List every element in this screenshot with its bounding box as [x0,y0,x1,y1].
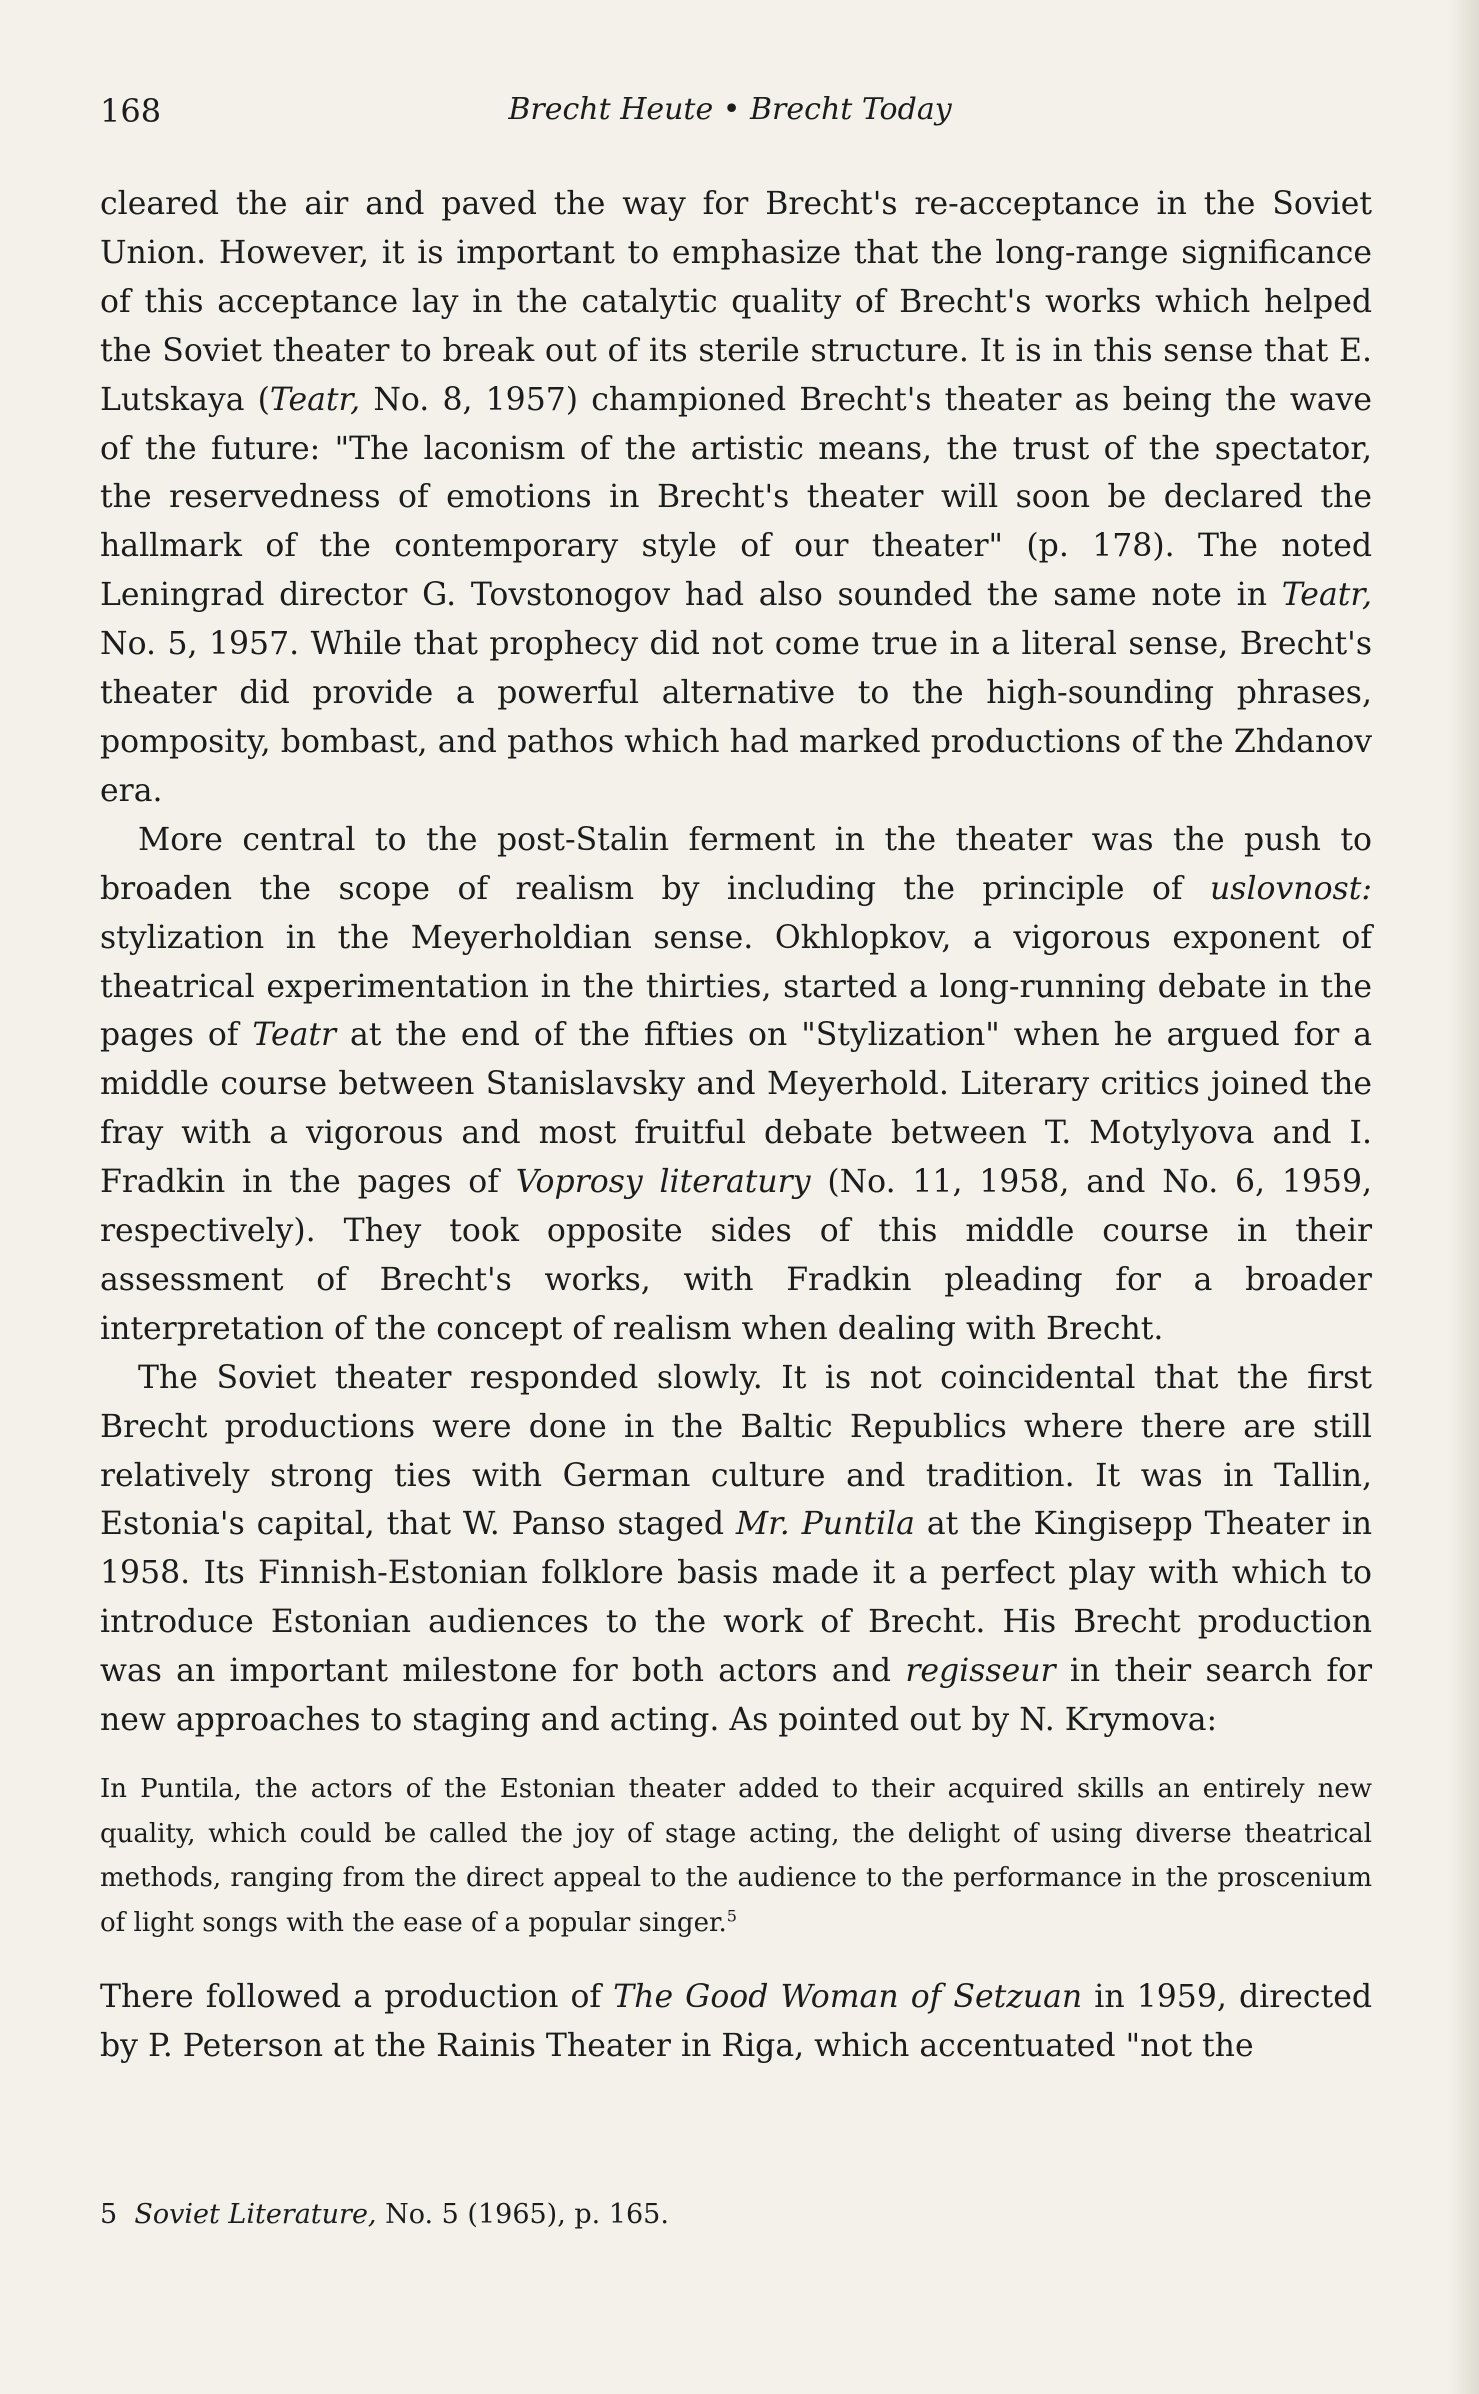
paragraph-1 [100,180,1372,816]
text-run: at the end of the fifties on "Stylization" when he argued for a middle course between Stanislavsky and Meyerhold. Literary critics joined the fray with a vigorous and most fruitful debate between T. Motylyova and I. Fradkin in the pages of [100,1017,1372,1201]
main-text [100,180,1372,2071]
footnote-number: 5 [100,2199,118,2230]
italic-text: The Good Woman of Setzuan [613,1979,1083,2015]
footnote-detail: No. 5 (1965), p. 165. [376,2199,669,2230]
italic-text: Teatr, [269,381,361,418]
italic-text: regisseur [905,1653,1056,1690]
text-run: in their search for new approaches to staging and acting. As pointed out by N. Krymova: [100,1653,1373,1739]
block-quote [100,1767,1372,1945]
italic-text: uslovnost: [1210,870,1372,907]
italic-text: Voprosy literatury [515,1164,811,1201]
text-run: More central to the post-Stalin ferment in the theater was the push to broaden the scope of realism by including the principle of [100,821,1372,907]
italic-text: Teatr, [1281,577,1372,614]
text-run: No. 5, 1957. While that prophecy did not come true in a literal sense, Brecht's theater did provide a powerful alternative to the high-sounding phrases, pomposity, bombast, and pathos which had marked productions of the Zhdanov era. [100,626,1372,809]
text-run: The Soviet theater responded slowly. It is not coincidental that the first Brecht productions were done in the Baltic Republics where there are still relatively strong ties with German culture and tradition. It was in Tallin, Estonia's capital, that W. Panso staged [100,1359,1372,1543]
running-title: Brecht Heute • Brecht Today [508,92,952,127]
page-edge-shadow [1449,0,1479,2394]
paragraph-3 [100,1354,1372,1745]
page-header [100,92,1360,136]
footnote-source: Soviet Literature, [134,2199,377,2230]
text-run: in 1959, directed by P. Peterson at the Rainis Theater in Riga, which accentuated "not the [100,1979,1373,2064]
text-run: (No. 11, 1958, and No. 6, 1959, respectively). They took opposite sides of this middle course in their assessment of Brecht's works, with Fradkin pleading for a broader interpretation of the concept of realism when dealing with Brecht. [100,1164,1372,1347]
text-run: No. 8, 1957) championed Brecht's theater as being the wave of the future: "The laconism of the artistic means, the trust of the spectator, the reservedness of emotions in Brecht's theater will soon be declared the hallmark of the contemporary style of our theater" (p. 178). The noted Leningrad director G. Tovstonogov had also sounded the same note in [100,381,1372,614]
footnote-ref: 5 [726,1905,737,1925]
text-run: at the Kingisepp Theater in 1958. Its Finnish-Estonian folklore basis made it a perfect play with which to introduce Estonian audiences to the work of Brecht. His Brecht production was an important milestone for both actors and [100,1506,1372,1690]
quote-text: In Puntila, the actors of the Estonian theater added to their acquired skills an entirely new quality, which could be called the joy of stage acting, the delight of using diverse theatrical methods, ranging from the direct appeal to the audience to the performance in the proscenium of light songs with the ease of a popular singer. [100,1774,1372,1938]
page-number: 168 [100,92,162,130]
text-run: There followed a production of [100,1979,614,2015]
paragraph-4 [100,1973,1372,2071]
italic-text: Mr. Puntila [735,1506,915,1543]
text-run: stylization in the Meyerholdian sense. Okhlopkov, a vigorous exponent of theatrical experimentation in the thirties, started a long-running debate in the pages of [100,919,1372,1054]
footnote [100,2195,669,2235]
paragraph-2 [100,816,1372,1354]
italic-text: Teatr [252,1017,337,1054]
text-run: cleared the air and paved the way for Brecht's re-acceptance in the Soviet Union. However, it is important to emphasize that the long-range significance of this acceptance lay in the catalytic quality of Brecht's works which helped the Soviet theater to break out of its sterile structure. It is in this sense that E. Lutskaya ( [100,186,1372,418]
